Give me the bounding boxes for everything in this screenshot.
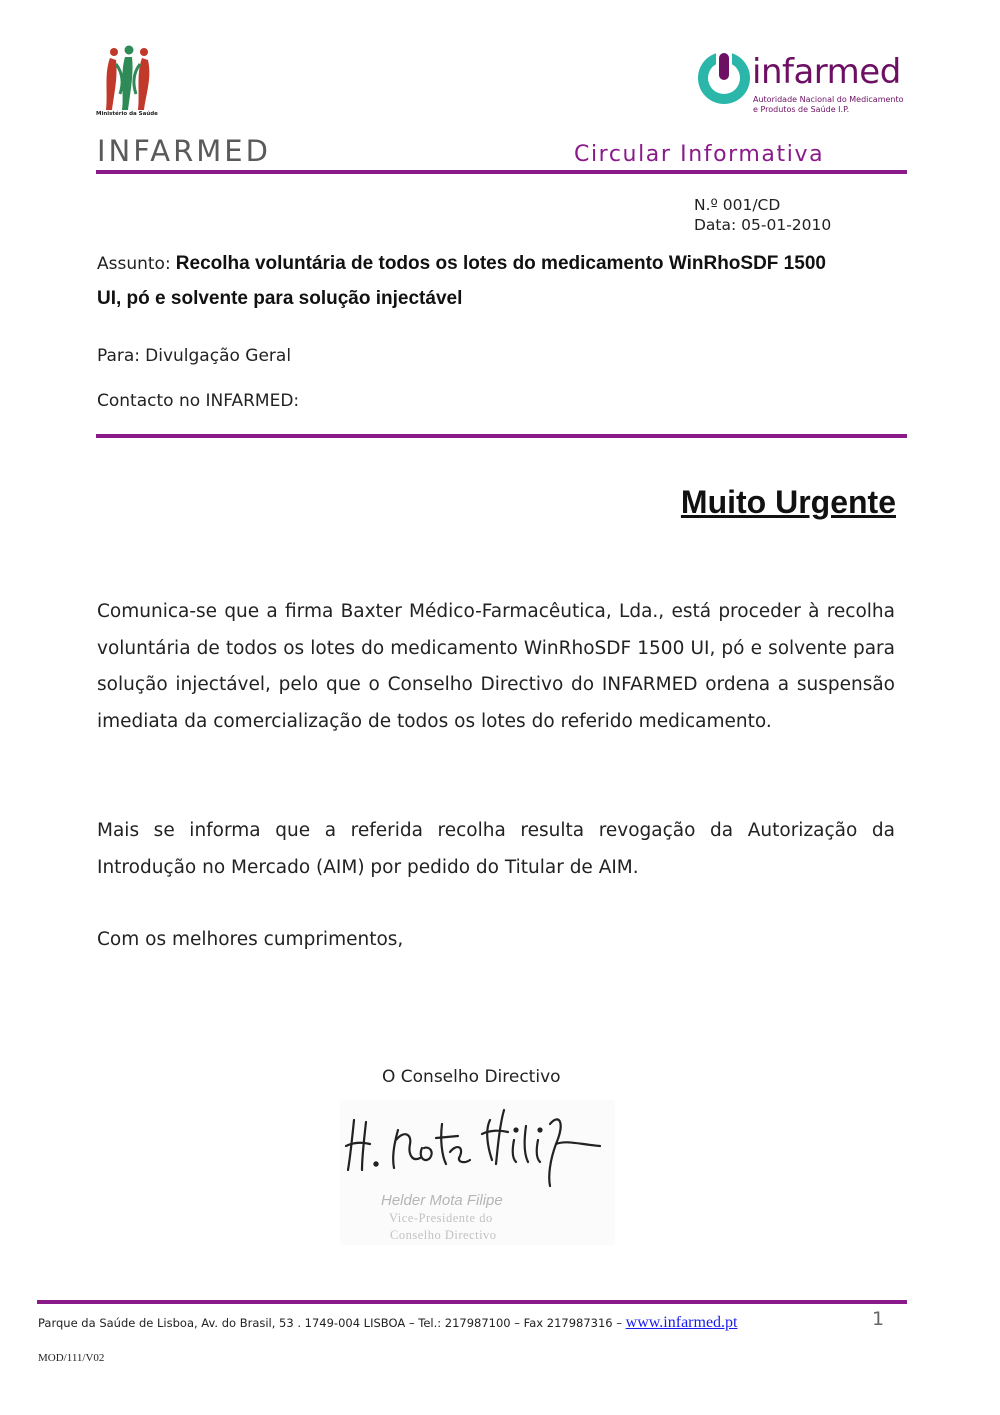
body-paragraph-1: Comunica-se que a firma Baxter Médico-Farmacêutica, Lda., está proceder à recolha voluntária de todos os lotes do medicamento WinRhoSDF 1500 UI, pó e solvente para solução injectável, pelo que o Conselho Directivo do INFARMED ordena a suspensão imediata da comercialização de todos os lotes do referido medicamento. (97, 601, 895, 732)
signatory-role-line2: Conselho Directivo (390, 1228, 497, 1242)
circular-number: N.º 001/CD (694, 196, 781, 214)
footer-address (38, 1314, 738, 1332)
organization-title: INFARMED (97, 134, 271, 168)
infarmed-subtitle-line2: e Produtos de Saúde I.P. (753, 105, 850, 114)
infarmed-logo-icon (696, 50, 752, 106)
ministry-caption: Ministério da Saúde (96, 111, 158, 117)
recipients-value: Divulgação Geral (145, 346, 292, 366)
signatory-name: Helder Mota Filipe (381, 1192, 503, 1209)
subject-text-1: Recolha voluntária de todos os lotes do medicamento WinRhoSDF 1500 (175, 253, 826, 274)
infarmed-wordmark: infarmed (752, 52, 901, 92)
subject-text-2: UI, pó e solvente para solução injectável (97, 288, 463, 309)
footer-address-text: Parque da Saúde de Lisboa, Av. do Brasil, 53 . 1749-004 LISBOA – Tel.: 217987100 – Fax 217987316 – (38, 1316, 623, 1330)
document-type: Circular Informativa (574, 142, 825, 167)
form-code: MOD/111/V02 (38, 1352, 105, 1364)
page-number: 1 (872, 1308, 885, 1330)
circular-date: Data: 05-01-2010 (694, 216, 832, 234)
body-paragraph-2: Mais se informa que a referida recolha resulta revogação da Autorização da Introdução no Mercado (AIM) por pedido do Titular de AIM. (97, 820, 895, 878)
infarmed-subtitle (753, 95, 904, 115)
infarmed-subtitle-line1: Autoridade Nacional do Medicamento (753, 95, 904, 104)
header-divider (96, 170, 907, 174)
subject-line1 (97, 253, 826, 275)
website-link[interactable]: www.infarmed.pt (625, 1314, 738, 1331)
subject-divider (96, 434, 907, 438)
urgency-heading: Muito Urgente (680, 484, 896, 520)
recipients-label: Para: (97, 346, 141, 366)
ministry-of-health-logo (100, 44, 158, 120)
recipients (97, 346, 291, 366)
footer-divider (37, 1300, 907, 1304)
subject-label: Assunto: (97, 254, 171, 274)
contact-label: Contacto no INFARMED: (97, 391, 300, 411)
closing-salutation: Com os melhores cumprimentos, (97, 929, 404, 950)
board-label: O Conselho Directivo (382, 1067, 561, 1087)
signatory-role-line1: Vice-Presidente do (389, 1211, 493, 1225)
